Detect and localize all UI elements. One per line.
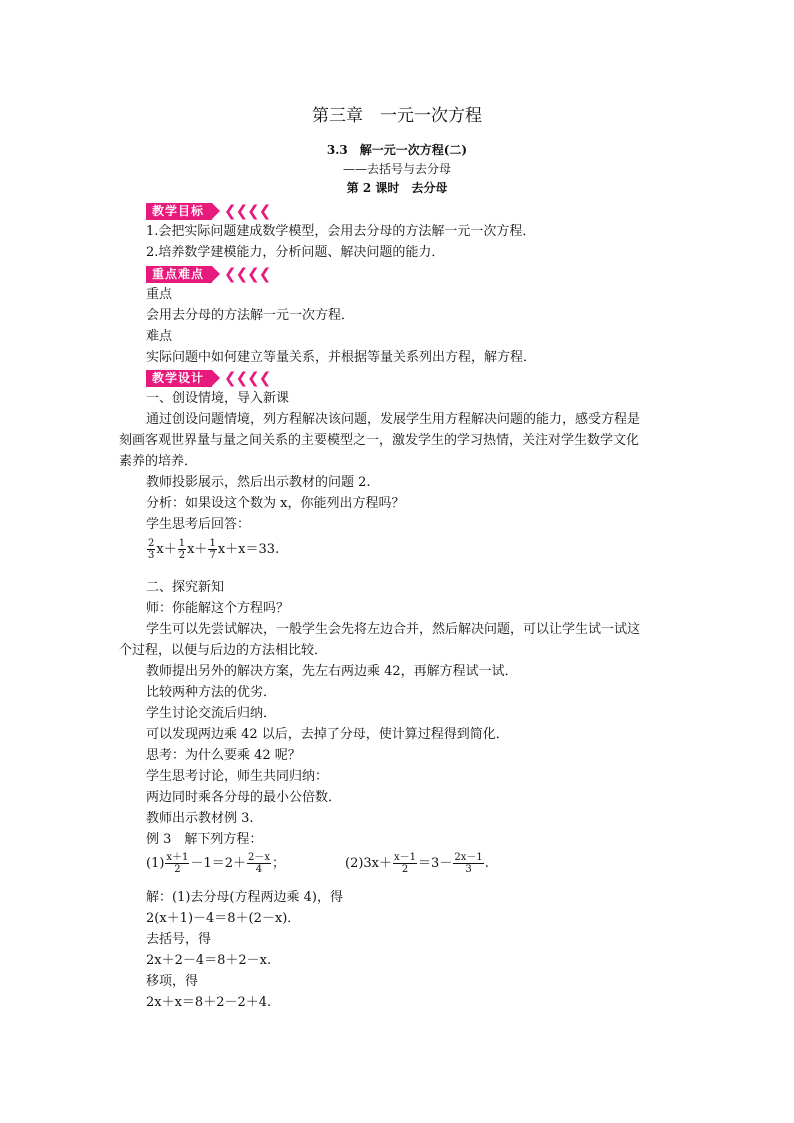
key-label: 重点	[146, 287, 173, 302]
paragraph-line: 分析：如果设这个数为 x，你能列出方程吗？	[146, 496, 405, 511]
keypoints-banner-label: 重点难点	[146, 266, 212, 283]
goals-banner-label: 教学目标	[146, 203, 212, 220]
paragraph-line: 个过程，以便与后边的方法相比较．	[119, 643, 328, 658]
solution-line: 2(x＋1)－4＝8＋(2－x)．	[146, 911, 301, 926]
fraction: $\frac{2-x}{4}$	[247, 852, 270, 875]
paragraph-line: 可以发现两边乘 42 以后，去掉了分母，使计算过程得到简化．	[146, 727, 509, 742]
paragraph-line: 思考：为什么要乘 42 呢？	[146, 748, 301, 763]
chevron-left-icon: ❮❮❮❮	[224, 265, 271, 283]
goal-item: 2.培养数学建模能力，分析问题、解决问题的能力．	[146, 245, 445, 260]
fraction: $\frac{x+1}{2}$	[166, 852, 189, 875]
paragraph-line: 学生思考后回答：	[146, 517, 251, 532]
goal-item: 1.会把实际问题建成数学模型，会用去分母的方法解一元一次方程．	[146, 224, 536, 239]
chapter-title: 第三章 一元一次方程	[312, 106, 482, 126]
keypoints-banner	[146, 266, 270, 283]
solution-line: 去括号，得	[146, 932, 212, 947]
solution-line: 解：(1)去分母(方程两边乘 4)，得	[146, 890, 343, 905]
solution-line: 2x＋2－4＝8＋2－x.	[146, 953, 272, 968]
paragraph-line: 师：你能解这个方程吗？	[146, 601, 290, 616]
goals-banner	[146, 203, 270, 220]
paragraph-line: 学生可以先尝试解决，一般学生会先将左边合并，然后解决问题，可以让学生试一试这	[146, 622, 641, 637]
paragraph-line: 学生讨论交流后归纳．	[146, 706, 277, 721]
section-title: 3.3 解一元一次方程(二)	[326, 143, 468, 157]
fraction: $\frac{1}{7}$	[209, 538, 216, 561]
design-banner-label: 教学设计	[146, 370, 212, 387]
paragraph-line: 两边同时乘各分母的最小公倍数．	[146, 790, 342, 805]
fraction: $\frac{1}{2}$	[178, 538, 186, 561]
paragraph-line: 素养的培养．	[119, 454, 198, 469]
difficulty-text: 实际问题中如何建立等量关系，并根据等量关系列出方程，解方程．	[146, 350, 537, 365]
chevron-left-icon: ❮❮❮❮	[224, 369, 271, 387]
fraction: $\frac{x-1}{2}$	[394, 852, 417, 875]
chevron-left-icon: ❮❮❮❮	[224, 202, 271, 220]
paragraph-line: 刻画客观世界量与量之间关系的主要模型之一，激发学生的学习热情，关注对学生数学文化	[119, 433, 640, 448]
example-equation-1: (1) $\frac{x+1}{2}$ －1＝2＋ $\frac{2-x}{4}$ ；	[146, 852, 286, 875]
fraction: $\frac{2x-1}{3}$	[454, 852, 483, 875]
example-equation-2: (2)3x＋ $\frac{x-1}{2}$ ＝3－ $\frac{2x-1}{3}$ .	[345, 852, 489, 875]
paragraph-line: 学生思考讨论，师生共同归纳：	[146, 769, 329, 784]
solution-line: 2x＋x＝8＋2－2＋4.	[146, 995, 272, 1010]
key-text: 会用去分母的方法解一元一次方程．	[146, 308, 355, 323]
equation-problem2: $\frac{2}{3}$ x＋ $\frac{1}{2}$ x＋ $\frac{1}{7}$ x＋x＝33.	[148, 538, 280, 561]
solution-line: 移项，得	[146, 974, 199, 989]
paragraph-line: 教师提出另外的解决方案，先左右两边乘 42，再解方程试一试．	[146, 664, 518, 679]
paragraph-line: 教师投影展示，然后出示教材的问题 2.	[146, 475, 371, 490]
paragraph-line: 教师出示教材例 3.	[146, 811, 254, 826]
section-heading: 一、创设情境，导入新课	[146, 391, 290, 406]
paragraph-line: 通过创设问题情境，列方程解决该问题，发展学生用方程解决问题的能力，感受方程是	[146, 412, 641, 427]
fraction: $\frac{2}{3}$	[148, 538, 155, 561]
lesson-title: 第 2 课时 去分母	[346, 181, 448, 195]
section-subtitle: ——去括号与去分母	[342, 162, 451, 176]
section-heading: 二、探究新知	[146, 580, 225, 595]
difficulty-label: 难点	[146, 329, 173, 344]
example-heading: 例 3 解下列方程：	[146, 832, 263, 847]
design-banner	[146, 370, 270, 387]
paragraph-line: 比较两种方法的优劣．	[146, 685, 277, 700]
